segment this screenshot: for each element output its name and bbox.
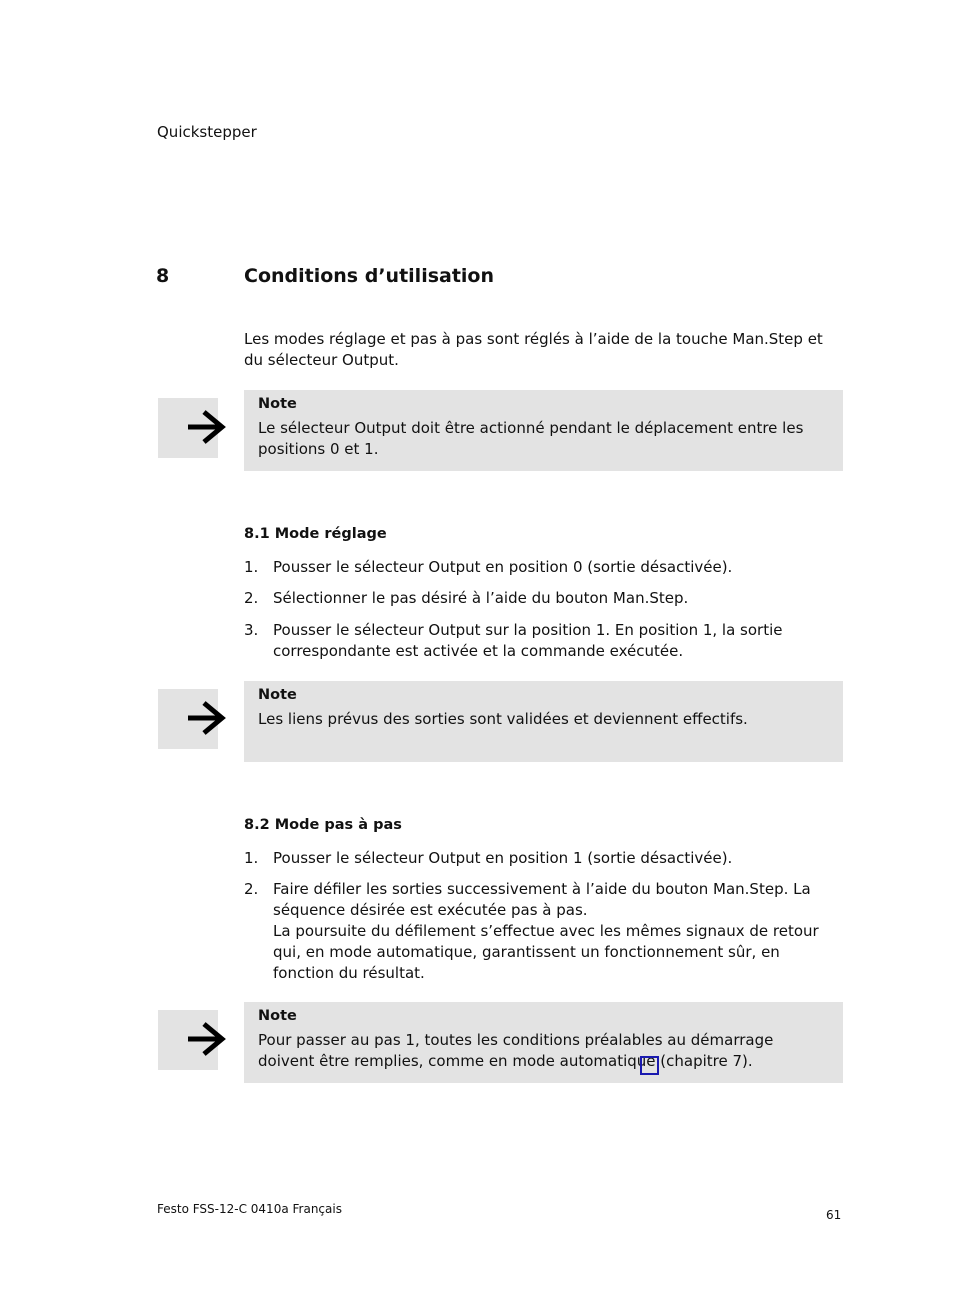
list-number: 1.: [244, 849, 259, 867]
list-text: Sélectionner le pas désiré à l’aide du bouton Man.Step.: [273, 589, 689, 607]
list-text: Pousser le sélecteur Output en position 1 (sortie désactivée).: [273, 849, 733, 867]
list-text: Faire défiler les sorties successivement à l’aide du bouton Man.Step. La séquence désirée est exécutée pas à pas.: [273, 880, 811, 919]
page-number: 61: [826, 1208, 842, 1222]
list-item: [244, 879, 834, 984]
list-number: 3.: [244, 621, 259, 639]
list-item: [244, 588, 834, 609]
note-label: Note: [258, 396, 297, 412]
arrow-right-icon: [184, 1019, 228, 1059]
list-number: 2.: [244, 880, 259, 898]
note-icon-panel: [158, 1010, 218, 1070]
note-box: [244, 681, 843, 762]
note-text: Les liens prévus des sorties sont validées et deviennent effectifs.: [258, 710, 748, 728]
note-text: Le sélecteur Output doit être actionné pendant le déplacement entre les positions 0 et 1.: [258, 419, 804, 458]
intro-paragraph: Les modes réglage et pas à pas sont réglés à l’aide de la touche Man.Step et du sélecteur Output.: [244, 330, 823, 369]
note-icon-panel: [158, 398, 218, 458]
running-header: Quickstepper: [157, 123, 257, 141]
note-icon-panel: [158, 689, 218, 749]
list-text: Pousser le sélecteur Output en position 0 (sortie désactivée).: [273, 558, 733, 576]
list-number: 1.: [244, 558, 259, 576]
note-box: [244, 390, 843, 471]
list-text-continuation: La poursuite du défilement s’effectue avec les mêmes signaux de retour qui, en mode automatique, garantissent un fonctionnement sûr, en fonction du résultat.: [273, 922, 819, 982]
chapter-number: 8: [156, 265, 170, 287]
note-label: Note: [258, 1008, 297, 1024]
cursor-highlight-box: [640, 1056, 659, 1075]
note-box: [244, 1002, 843, 1083]
note-text: Pour passer au pas 1, toutes les conditions préalables au démarrage doivent être remplies, comme en mode automatique (chapitre 7).: [258, 1031, 774, 1070]
arrow-right-icon: [184, 698, 228, 738]
section-heading: 8.2 Mode pas à pas: [244, 817, 402, 833]
list-item: [244, 557, 834, 578]
list-number: 2.: [244, 589, 259, 607]
list-item: [244, 848, 834, 869]
note-label: Note: [258, 687, 297, 703]
list-item: [244, 620, 834, 662]
list-text: Pousser le sélecteur Output sur la position 1. En position 1, la sortie correspondante est activée et la commande exécutée.: [273, 621, 783, 660]
chapter-title: Conditions d’utilisation: [244, 265, 495, 287]
section-heading: 8.1 Mode réglage: [244, 526, 387, 542]
arrow-right-icon: [184, 407, 228, 447]
footer-document-id: Festo FSS-12-C 0410a Français: [157, 1202, 342, 1216]
